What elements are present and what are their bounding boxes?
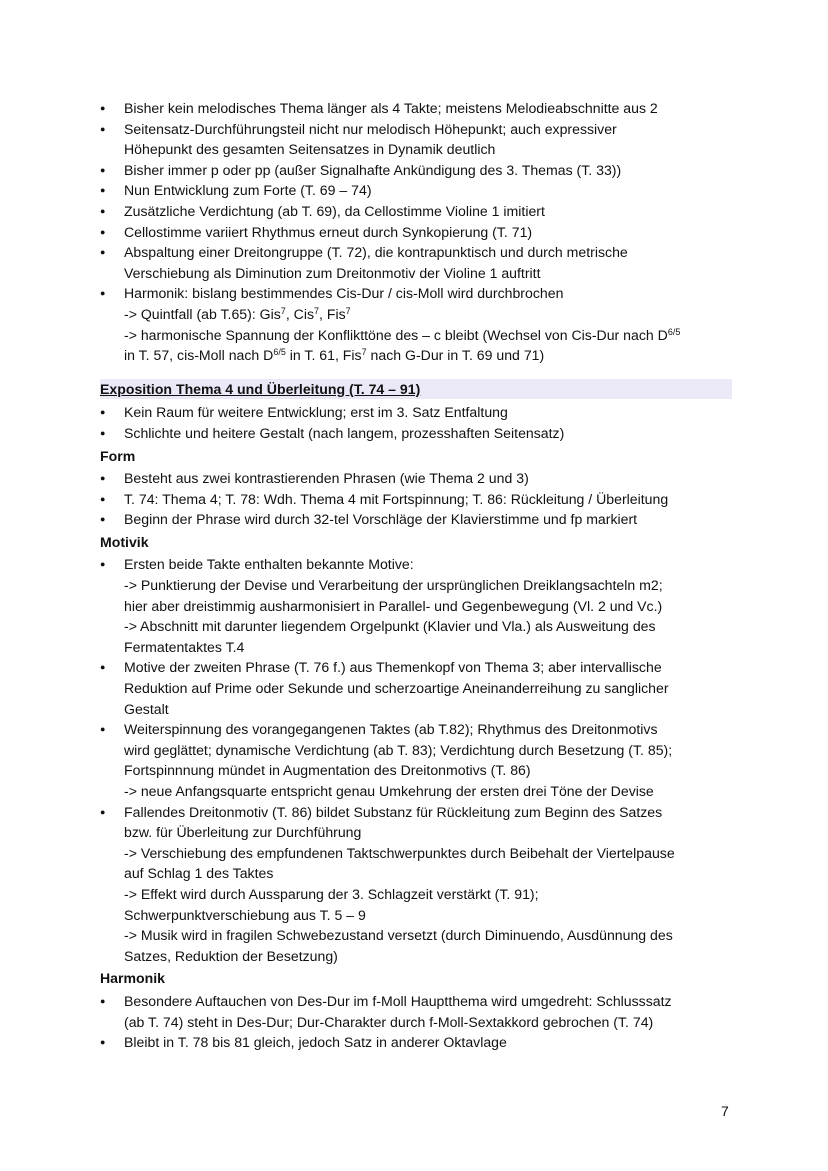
bullet-line: ● Motive der zweiten Phrase (T. 76 f.) aus Themenkopf von Thema 3; aber intervallische (124, 659, 662, 676)
quintfall-line: -> Quintfall (ab T.65): Gis$^7$, Cis$^7$, Fis$^7$ (124, 305, 351, 322)
bullet-line: wird geglättet; dynamische Verdichtung (ab T. 83); Verdichtung durch Besetzung (T. 85); (124, 741, 673, 758)
bullet-line: ● T. 74: Thema 4; T. 78: Wdh. Thema 4 mit Fortspinnung; T. 86: Rückleitung / Überleitung (124, 490, 669, 507)
bullet-line: ● Bisher kein melodisches Thema länger als 4 Takte; meistens Melodieabschnitte aus 2 (124, 100, 658, 116)
bullet-line: Reduktion auf Prime oder Sekunde und scherzoartige Aneinanderreihung zu sanglicher (124, 680, 669, 697)
bullet-line: auf Schlag 1 des Taktes (124, 865, 274, 882)
section-bullet-list (100, 402, 740, 443)
bullet-line: ● Harmonik: bislang bestimmendes Cis-Dur / cis-Moll wird durchbrochen (124, 285, 564, 302)
list-item (100, 98, 740, 119)
list-item (100, 222, 740, 243)
list-item (100, 180, 740, 201)
bullet-line: Verschiebung als Diminution zum Dreitonmotiv der Violine 1 auftritt (124, 264, 541, 281)
bullet-line: Schwerpunktverschiebung aus T. 5 – 9 (124, 906, 366, 923)
harmonik-note-list (100, 283, 740, 365)
list-item (100, 489, 740, 510)
list-item (100, 423, 740, 444)
bullet-line: -> Musik wird in fragilen Schwebezustand versetzt (durch Diminuendo, Ausdünnung des (124, 927, 673, 944)
list-item (100, 509, 740, 530)
bullet-line: -> Verschiebung des empfundenen Taktschwerpunktes durch Beibehalt der Viertelpause (124, 844, 675, 861)
bullet-line: Höhepunkt des gesamten Seitensatzes in Dynamik deutlich (124, 141, 496, 158)
bullet-line: -> Abschnitt mit darunter liegendem Orgelpunkt (Klavier und Vla.) als Ausweitung des (124, 618, 656, 635)
list-item (100, 719, 740, 801)
list-item (100, 468, 740, 489)
harmonik-heading: Harmonik (100, 970, 166, 987)
intro-bullet-list (100, 98, 740, 283)
bullet-line: Fortspinnnung mündet in Augmentation des Dreitonmotivs (T. 86) (124, 762, 531, 779)
bullet-line: bzw. für Überleitung zur Durchführung (124, 824, 362, 841)
bullet-line: ● Nun Entwicklung zum Forte (T. 69 – 74) (124, 182, 372, 199)
form-heading: Form (100, 447, 136, 464)
bullet-line: ● Besteht aus zwei kontrastierenden Phrasen (wie Thema 2 und 3) (124, 470, 529, 487)
bullet-line: ● Kein Raum für weitere Entwicklung; erst im 3. Satz Entfaltung (124, 404, 508, 421)
spannung-line: -> harmonische Spannung der Konflikttöne des – c bleibt (Wechsel von Cis-Dur nach $D^{6/5}$ (124, 326, 681, 343)
list-item (100, 991, 740, 1032)
bullet-line: Gestalt (124, 700, 169, 717)
bullet-line: hier aber dreistimmig ausharmonisiert in Parallel- und Gegenbewegung (Vl. 2 und Vc.) (124, 597, 663, 614)
bullet-line: ● Beginn der Phrase wird durch 32-tel Vorschläge der Klavierstimme und fp markiert (124, 511, 638, 528)
list-item (100, 242, 740, 283)
bullet-line: ● Abspaltung einer Dreitongruppe (T. 72), die kontrapunktisch und durch metrische (124, 244, 628, 261)
spannung-line-2: in T. 57, cis-Moll nach $D^{6/5}$ in T. 61, Fis$^7$ nach G-Dur in T. 69 und 71) (124, 347, 545, 364)
motivik-bullet-list (100, 554, 740, 966)
form-bullet-list (100, 468, 740, 530)
list-item (100, 802, 740, 967)
list-item (100, 283, 740, 365)
bullet-line: ● Seitensatz-Durchführungsteil nicht nur melodisch Höhepunkt; auch expressiver (124, 120, 617, 137)
bullet-line: ● Besondere Auftauchen von Des-Dur im f-Moll Hauptthema wird umgedreht: Schlusssatz (124, 992, 672, 1009)
bullet-line: ● Bleibt in T. 78 bis 81 gleich, jedoch Satz in anderer Oktavlage (124, 1034, 507, 1051)
bullet-line: Satzes, Reduktion der Besetzung) (124, 947, 338, 964)
bullet-line: -> Effekt wird durch Aussparung der 3. Schlagzeit verstärkt (T. 91); (124, 885, 539, 902)
list-item (100, 657, 740, 719)
motivik-heading: Motivik (100, 533, 149, 550)
bullet-line: ● Schlichte und heitere Gestalt (nach langem, prozesshaften Seitensatz) (124, 424, 565, 441)
bullet-line: ● Ersten beide Takte enthalten bekannte Motive: (124, 556, 414, 573)
bullet-line: -> neue Anfangsquarte entspricht genau Umkehrung der ersten drei Töne der Devise (124, 783, 654, 799)
list-item (100, 201, 740, 222)
list-item (100, 1032, 740, 1053)
bullet-line: ● Bisher immer p oder pp (außer Signalhafte Ankündigung des 3. Themas (T. 33)) (124, 161, 622, 178)
page-content (100, 98, 740, 1053)
bullet-line: (ab T. 74) steht in Des-Dur; Dur-Charakter durch f-Moll-Sextakkord gebrochen (T. 74) (124, 1013, 654, 1030)
page-number: 7 (721, 1103, 729, 1119)
bullet-line: ● Fallendes Dreitonmotiv (T. 86) bildet Substanz für Rückleitung zum Beginn des Satzes (124, 803, 663, 820)
harmonik-bullet-list (100, 991, 740, 1053)
list-item (100, 402, 740, 423)
section-title: Exposition Thema 4 und Überleitung (T. 74 – 91) (100, 379, 732, 400)
list-item (100, 119, 740, 160)
bullet-line: ● Zusätzliche Verdichtung (ab T. 69), da Cellostimme Violine 1 imitiert (124, 202, 545, 219)
bullet-line: -> Punktierung der Devise und Verarbeitung der ursprünglichen Dreiklangsachteln m2; (124, 577, 663, 594)
list-item (100, 160, 740, 181)
bullet-line: ● Cellostimme variiert Rhythmus erneut durch Synkopierung (T. 71) (124, 223, 533, 240)
bullet-line: Fermatentaktes T.4 (124, 638, 245, 655)
list-item (100, 554, 740, 657)
bullet-line: ● Weiterspinnung des vorangegangenen Taktes (ab T.82); Rhythmus des Dreitonmotivs (124, 721, 658, 738)
